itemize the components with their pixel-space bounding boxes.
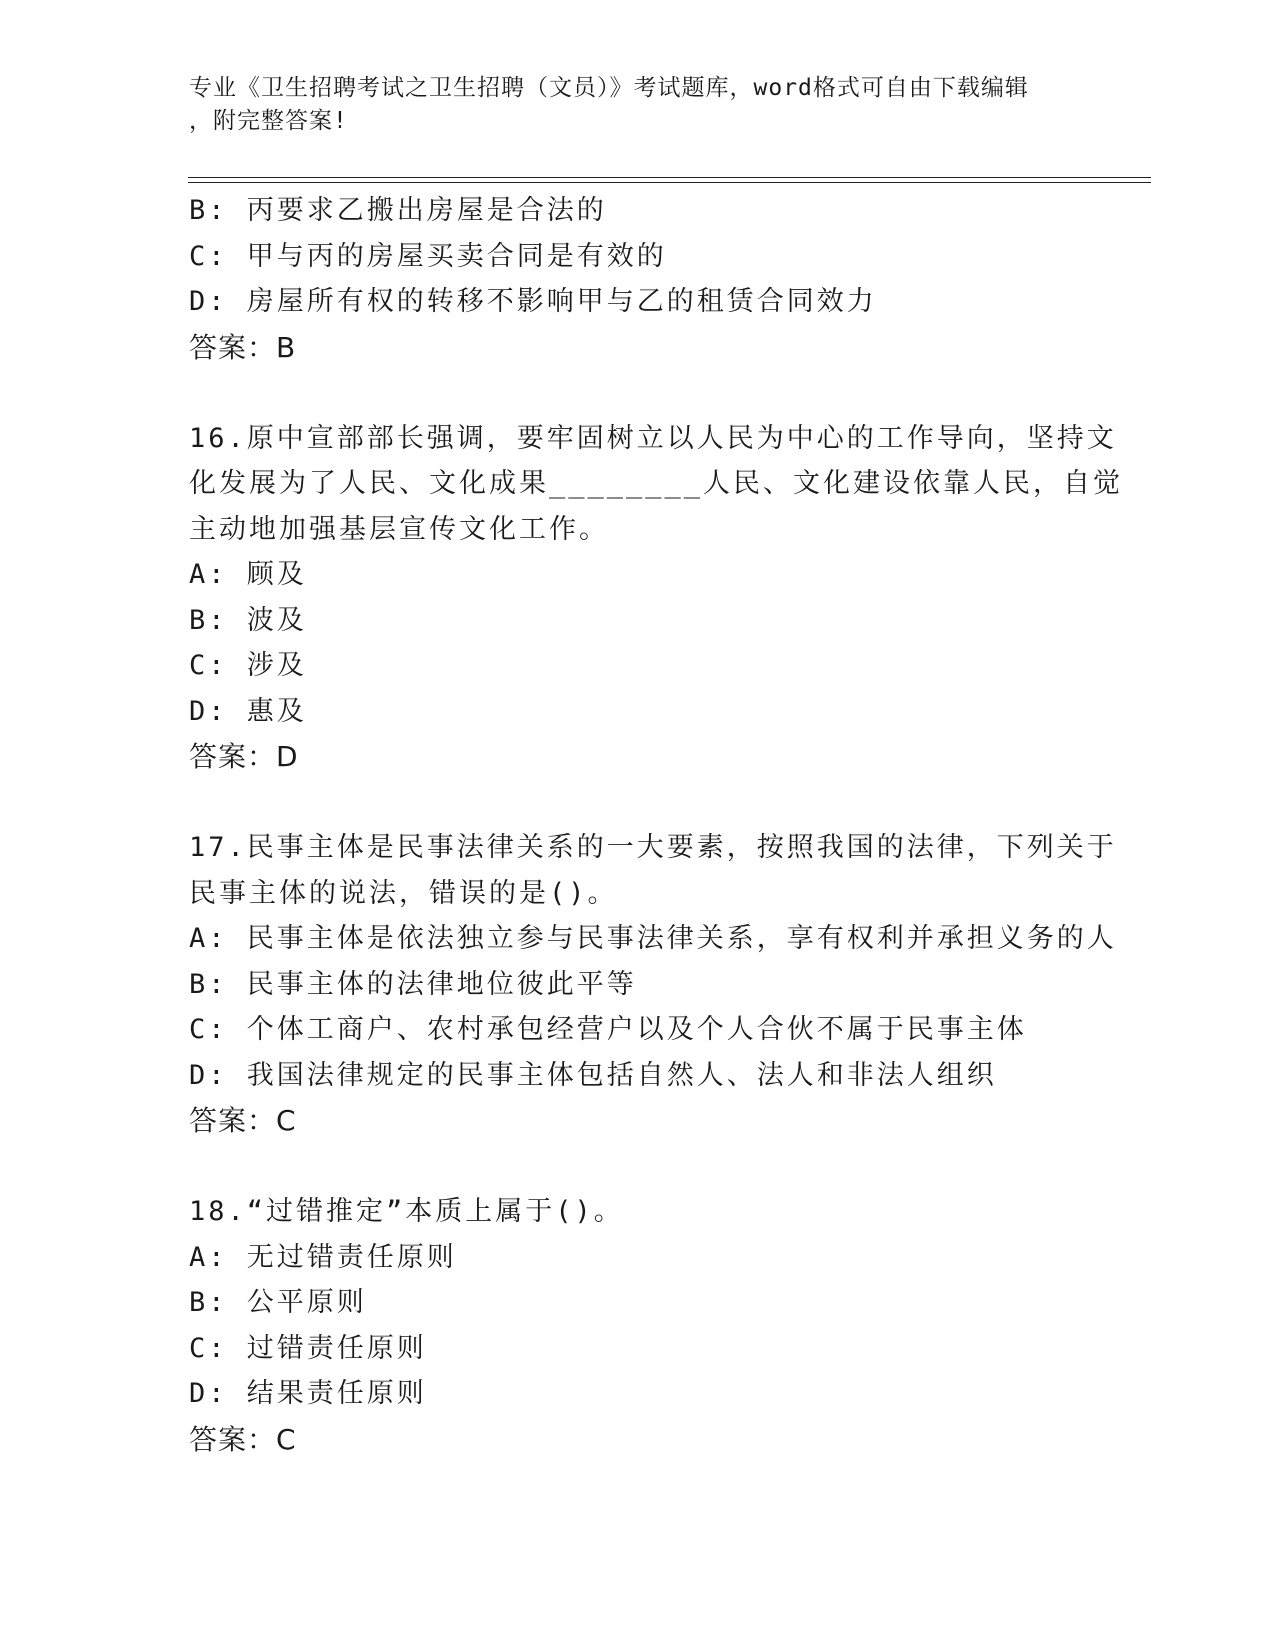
spacer <box>189 1144 1149 1190</box>
question-15 <box>189 188 1149 370</box>
document-header <box>189 72 1069 138</box>
option-b: B: 民事主体的法律地位彼此平等 <box>189 968 637 1000</box>
option-c: C: 个体工商户、农村承包经营户以及个人合伙不属于民事主体 <box>189 1014 1027 1045</box>
question-stem: 18.“过错推定”本质上属于()。 <box>189 1196 624 1227</box>
question-17 <box>189 825 1149 1144</box>
question-list <box>189 188 1149 1462</box>
option-b: B: 公平原则 <box>189 1287 367 1318</box>
option-d: D: 惠及 <box>189 695 307 727</box>
option-c: C: 涉及 <box>189 650 307 681</box>
option-a: A: 无过错责任原则 <box>189 1241 457 1273</box>
option-c: C: 过错责任原则 <box>189 1332 427 1364</box>
question-stem: 16.原中宣部部长强调，要牢固树立以人民为中心的工作导向，坚持文 <box>189 422 1117 454</box>
option-d: D: 房屋所有权的转移不影响甲与乙的租赁合同效力 <box>189 286 877 317</box>
question-18 <box>189 1189 1149 1462</box>
header-line-2: ，附完整答案! <box>189 108 348 134</box>
spacer <box>189 780 1149 826</box>
option-a: A: 顾及 <box>189 559 307 590</box>
question-stem: 17.民事主体是民事法律关系的一大要素，按照我国的法律，下列关于 <box>189 832 1117 863</box>
answer: 答案：C <box>189 1422 297 1456</box>
option-b: B: 波及 <box>189 604 307 636</box>
question-stem: 化发展为了人民、文化成果________人民、文化建设依靠人民，自觉 <box>189 468 1124 499</box>
option-a: A: 民事主体是依法独立参与民事法律关系，享有权利并承担义务的人 <box>189 923 1117 954</box>
option-d: D: 我国法律规定的民事主体包括自然人、法人和非法人组织 <box>189 1059 997 1091</box>
header-divider-top <box>188 177 1151 178</box>
answer: 答案：B <box>189 330 297 364</box>
option-b: B: 丙要求乙搬出房屋是合法的 <box>189 195 607 226</box>
question-stem: 主动地加强基层宣传文化工作。 <box>189 513 609 545</box>
answer: 答案：D <box>189 740 299 773</box>
option-c: C: 甲与丙的房屋买卖合同是有效的 <box>189 240 667 272</box>
question-16 <box>189 416 1149 780</box>
question-stem: 民事主体的说法，错误的是()。 <box>189 877 618 909</box>
header-divider-bottom <box>188 182 1151 183</box>
spacer <box>189 370 1149 416</box>
option-d: D: 结果责任原则 <box>189 1378 427 1409</box>
header-line-1: 专业《卫生招聘考试之卫生招聘（文员）》考试题库，word格式可自由下载编辑 <box>189 75 1029 101</box>
answer: 答案：C <box>189 1104 297 1137</box>
